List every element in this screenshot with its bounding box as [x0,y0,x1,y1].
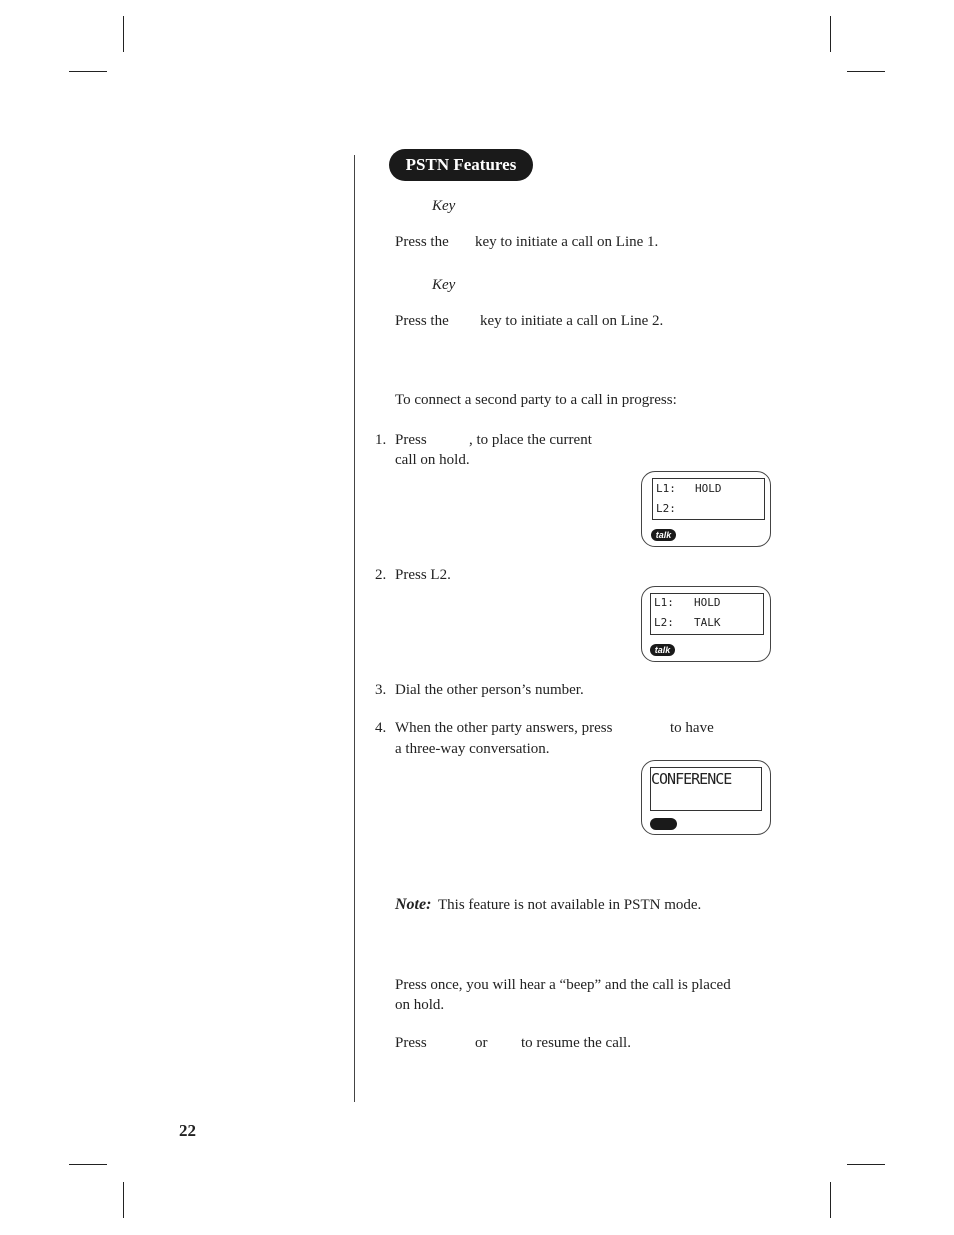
step2-text: Press L2. [395,567,451,583]
lcd-line1-label: L1: [654,596,674,609]
step4-text-end: to have [670,720,714,736]
step1-text-start: Press [395,432,427,448]
conference-intro: To connect a second party to a call in progress: [395,392,677,408]
lcd-line2-label: L2: [654,616,674,629]
step1-text-end: , to place the current [469,432,592,448]
lcd-conference-text: CONFERENCE [651,770,732,788]
lcd-screen [650,767,762,811]
status-indicator [650,818,677,830]
lcd-line2-label: L2: [656,502,676,515]
note-text: This feature is not available in PSTN mode. [438,897,702,913]
step-number: 1. [375,432,387,448]
crop-mark [69,71,107,72]
crop-mark [847,1164,885,1165]
key2-heading: Key [432,277,456,293]
key1-text-end: key to initiate a call on Line 1. [475,234,659,250]
resume-text-start: Press [395,1035,427,1051]
resume-text-or: or [475,1035,488,1051]
key2-text-end: key to initiate a call on Line 2. [480,313,664,329]
lcd-line1-status: HOLD [695,482,722,495]
resume-text-end: to resume the call. [521,1035,631,1051]
hold-text-line2: on hold. [395,997,445,1013]
crop-mark [830,1182,831,1218]
hold-text: Press once, you will hear a “beep” and the call is placed [395,977,731,993]
crop-mark [123,1182,124,1218]
step-number: 4. [375,720,387,736]
lcd-display-hold [641,471,771,547]
key1-text-start: Press the [395,234,449,250]
step-number: 2. [375,567,387,583]
lcd-line2-status: TALK [694,616,721,629]
crop-mark [830,16,831,52]
section-badge: PSTN Features [389,149,533,181]
lcd-line1-status: HOLD [694,596,721,609]
key2-text-start: Press the [395,313,449,329]
crop-mark [847,71,885,72]
talk-indicator: talk [650,644,675,656]
column-rule [354,155,355,1102]
step1-text-line2: call on hold. [395,452,470,468]
step3-text: Dial the other person’s number. [395,682,584,698]
lcd-display-talk [641,586,771,662]
crop-mark [69,1164,107,1165]
talk-indicator: talk [651,529,676,541]
key1-heading: Key [432,198,456,214]
lcd-display-conference [641,760,771,835]
lcd-line1-label: L1: [656,482,676,495]
lcd-screen [650,593,764,635]
crop-mark [123,16,124,52]
step-number: 3. [375,682,387,698]
step4-text-line2: a three-way conversation. [395,741,550,757]
note-label: Note: [395,896,432,913]
step4-text-start: When the other party answers, press [395,720,613,736]
page-number: 22 [179,1121,196,1140]
lcd-screen [652,478,765,520]
